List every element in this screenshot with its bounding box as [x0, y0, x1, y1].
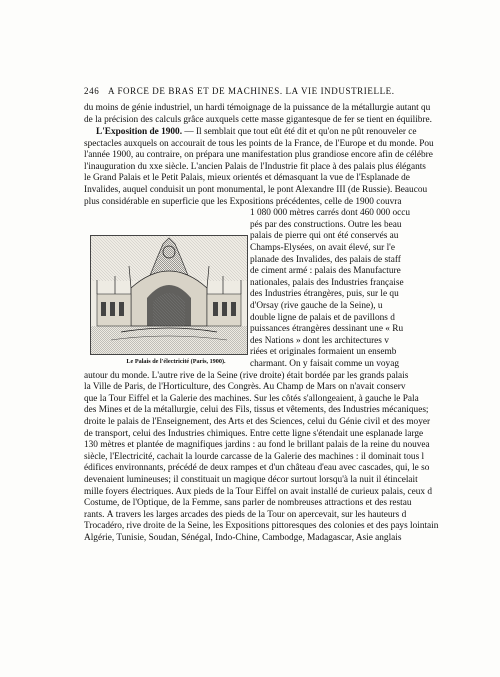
body-line: l'inauguration du xxe siècle. L'ancien Palais de l'Industrie fit place à des palais plus élégants — [84, 161, 426, 172]
body-line: mille foyers électriques. Aux pieds de la Tour Eiffel on avait installé de curieux palais, ceux d — [84, 486, 433, 497]
body-line: Invalides, auquel conduisit un pont monumental, le pont Alexandre III (de Russie). Beaucou — [84, 185, 428, 195]
body-line: planade des Invalides, des palais de staff — [250, 254, 401, 265]
body-line: des Mines et de la métallurgie, celui des Fils, tissus et vêtements, des Industries mécaniques; — [84, 405, 429, 416]
body-line: des Industries étrangères, puis, sur le qu — [250, 289, 399, 300]
body-line: Costume, de l'Optique, de la Femme, sans parler de nombreuses attractions et des restau — [84, 498, 412, 509]
body-line: rants. À travers les larges arcades des pieds de la Tour on apercevait, sur les hauteurs d — [84, 509, 407, 520]
palais-electricite-engraving — [90, 235, 248, 355]
body-line: autour du monde. L'autre rive de la Seine (rive droite) était bordée par les grands palais — [84, 370, 409, 381]
body-line: siècle, l'Électricité, cachait la lourde carcasse de la Galerie des machines : il dominait tous l — [84, 451, 425, 462]
body-line: spectacles auxquels on accourait de tous les points de la France, de l'Europe et du monde. Pou — [84, 138, 434, 149]
engraving-illustration — [91, 236, 247, 354]
body-line: palais de pierre qui ont été conservés au — [250, 231, 399, 242]
body-line: plus considérable en superficie que les Expositions précédentes, celle de 1900 couvra — [84, 196, 402, 207]
body-line: droite le palais de l'Enseignement, des Arts et des Sciences, celui du Génie civil et des moyer — [84, 417, 431, 427]
body-line: Champs-Élysées, on avait élevé, sur l'e — [250, 243, 395, 253]
section-first-line — [84, 127, 500, 139]
body-line: des Nations » dont les architectures v — [250, 335, 389, 346]
figure-caption: Le Palais de l'électricité (Paris, 1900). — [126, 358, 226, 365]
running-header — [84, 86, 489, 100]
body-line: puissances étrangères dessinant une « Ru — [250, 324, 404, 335]
body-line: devenaient lumineuses; il constituait un magique décor surtout lorsqu'à la nuit il étincelait — [84, 475, 418, 485]
body-line: du moins de génie industriel, un hardi témoignage de la puissance de la métallurgie autant qu — [84, 103, 431, 113]
body-line: 1 080 000 mètres carrés dont 460 000 occu — [250, 208, 411, 219]
body-line: la Ville de Paris, de l'Horticulture, des Congrès. Au Champ de Mars on n'avait conserv — [84, 382, 406, 393]
page-number: 246 — [84, 86, 100, 96]
body-line: de la précision des calculs grâce auxquels cette masse gigantesque de fer se tient en équilibre. — [84, 114, 432, 125]
body-line: de ciment armé : palais des Manufacture — [250, 266, 401, 277]
running-title: A FORCE DE BRAS ET DE MACHINES. LA VIE INDUSTRIELLE. — [108, 86, 395, 96]
body-line: pés par des constructions. Outre les beau — [250, 219, 402, 230]
body-line: Algérie, Tunisie, Soudan, Sénégal, Indo-Chine, Cambodge, Madagascar, Asie anglais — [84, 533, 402, 543]
body-line: Trocadéro, rive droite de la Seine, les Expositions pittoresques des colonies et des pays lointain — [84, 521, 439, 532]
body-line: nationales, palais des Industries française — [250, 277, 404, 288]
body-line: l'année 1900, au contraire, on prépara une manifestation plus grandiose encore afin de célébre — [84, 150, 433, 161]
body-line: que la Tour Eiffel et la Galerie des machines. Sur les côtés s'allongeaient, à gauche le Pala — [84, 393, 419, 404]
body-line: d'Orsay (rive gauche de la Seine), u — [250, 301, 383, 311]
body-line: le Grand Palais et le Petit Palais, mieux orientés et démasquant la vue de l'Esplanade de — [84, 173, 410, 184]
body-line: de transport, celui des Industries chimiques. Entre cette ligne s'étendait une esplanade large — [84, 428, 424, 439]
section-heading: L'Exposition de 1900. — [96, 127, 183, 137]
section-first-line-text: — Il semblait que tout eût été dit et qu'on ne pût renouveler ce — [182, 127, 417, 137]
body-line: charmant. On y faisait comme un voyag — [250, 359, 399, 369]
body-line: riées et originales formaient un ensemb — [250, 347, 397, 358]
body-line: édifices environnants, précédé de deux rampes et d'un château d'eau avec cascades, qui, le so — [84, 463, 430, 474]
body-line: 130 mètres et plantée de magnifiques jardins : au fond le brillant palais de la reine du nouvea — [84, 440, 430, 451]
body-line: double ligne de palais et de pavillons d — [250, 312, 395, 323]
